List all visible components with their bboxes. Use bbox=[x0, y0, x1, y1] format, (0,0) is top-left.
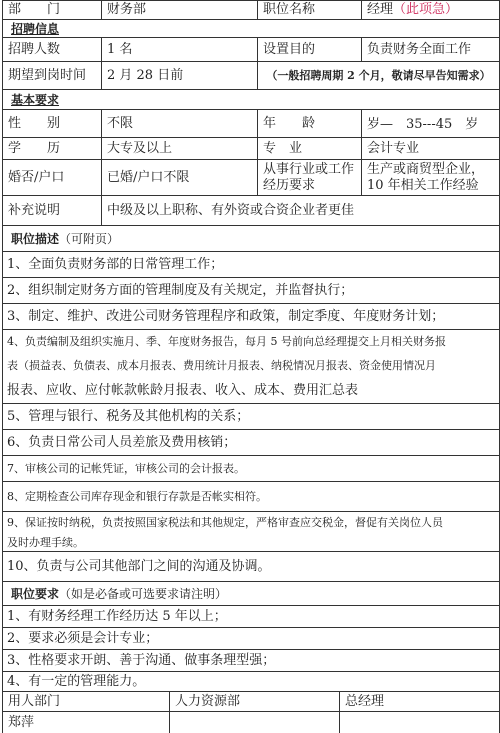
requirement-text: 4、有一定的管理能力。 bbox=[7, 673, 146, 689]
marital-row bbox=[3, 160, 499, 196]
duty-item bbox=[3, 304, 499, 330]
duty-text: 5、管理与银行、税务及其他机构的关系； bbox=[7, 408, 250, 424]
duty-text: 7、审核公司的记帐凭证，审核公司的会计报表。 bbox=[7, 461, 245, 475]
duty-item bbox=[3, 482, 499, 512]
duty-text: 1、全面负责财务部的日常管理工作； bbox=[7, 256, 224, 272]
recruit-section-title: 招聘信息 bbox=[11, 21, 60, 36]
duty-text: 4、负责编制及组织实施月、季、年度财务报告，每月 5 号前向总经理提交上月相关财务报 bbox=[7, 335, 446, 348]
education-label: 学 历 bbox=[8, 140, 61, 156]
duties-section-title: 职位描述 （可附页） bbox=[11, 231, 120, 246]
duty-item bbox=[3, 404, 499, 430]
age-value: 岁— 35---45 岁 bbox=[361, 110, 499, 137]
major-value: 会计专业 bbox=[361, 138, 499, 159]
duty-text: 3、制定、维护、改进公司财务管理程序和政策，制定季度、年度财务计划； bbox=[7, 308, 445, 324]
recruit-section-header bbox=[3, 20, 499, 38]
dept-label: 部 门 bbox=[8, 2, 61, 17]
marital-label: 婚否/户口 bbox=[8, 169, 65, 185]
duty-item bbox=[3, 330, 499, 354]
duty-text: 2、组织制定财务方面的管理制度及有关规定，并监督执行； bbox=[7, 282, 354, 298]
duty-text: 10、负责与公司其他部门之间的沟通及协调。 bbox=[7, 558, 271, 574]
basic-section-title: 基本要求 bbox=[11, 92, 60, 107]
major-label: 专 业 bbox=[257, 138, 361, 159]
title-label: 职位名称 bbox=[257, 1, 361, 19]
user-dept-label: 用人部门 bbox=[8, 693, 61, 709]
date-value: 2 月 28 日前 bbox=[101, 62, 257, 89]
duties-section-header bbox=[3, 226, 499, 252]
title-value-cell bbox=[361, 1, 499, 19]
duty-text: 报表、应收、应付帐款帐龄月报表、收入、成本、费用汇总表 bbox=[7, 382, 359, 398]
duties-section-note: （可附页） bbox=[59, 231, 120, 246]
gender-value: 不限 bbox=[101, 110, 257, 137]
requirement-text: 1、有财务经理工作经历达 5 年以上； bbox=[7, 608, 227, 624]
age-label: 年 龄 bbox=[257, 110, 361, 137]
title-urgent-note: （此项急） bbox=[393, 2, 459, 17]
duty-item bbox=[3, 252, 499, 278]
signature-header-row bbox=[3, 692, 499, 712]
date-note: （一般招聘周期 2 个月，敬请尽早告知需求） bbox=[257, 62, 499, 89]
gm-label: 总经理 bbox=[339, 692, 499, 711]
recruit-date-row bbox=[3, 62, 499, 90]
duty-text: 6、负责日常公司人员差旅及费用核销； bbox=[7, 434, 237, 450]
duty-item bbox=[3, 354, 499, 378]
marital-value: 已婚/户口不限 bbox=[101, 160, 257, 195]
gender-age-row bbox=[3, 110, 499, 138]
basic-section-header bbox=[3, 90, 499, 110]
requirement-item bbox=[3, 628, 499, 650]
gm-signature-field[interactable] bbox=[339, 712, 499, 733]
requirements-section-title: 职位要求 （如是必备或可选要求请注明） bbox=[11, 586, 228, 601]
recruit-count-row bbox=[3, 38, 499, 62]
count-label: 招聘人数 bbox=[8, 41, 61, 57]
duty-item bbox=[3, 534, 499, 552]
requirement-item bbox=[3, 606, 499, 628]
user-dept-signer: 郑萍 bbox=[8, 714, 35, 730]
date-label: 期望到岗时间 bbox=[8, 67, 87, 83]
purpose-value: 负责财务全面工作 bbox=[361, 38, 499, 61]
experience-label: 从事行业或工作经历要求 bbox=[257, 160, 361, 195]
duty-item bbox=[3, 456, 499, 482]
duty-text: 8、定期检查公司库存现金和银行存款是否帐实相符。 bbox=[7, 489, 267, 503]
education-row bbox=[3, 138, 499, 160]
requirement-item bbox=[3, 672, 499, 692]
duty-item bbox=[3, 552, 499, 582]
requirement-text: 2、要求必须是会计专业； bbox=[7, 630, 159, 646]
dept-value: 财务部 bbox=[101, 1, 257, 19]
requirement-text: 3、性格要求开朗、善于沟通、做事条理型强； bbox=[7, 652, 276, 668]
gender-label: 性 别 bbox=[8, 115, 61, 131]
signature-value-row bbox=[3, 712, 499, 733]
hr-signature-field[interactable] bbox=[169, 712, 339, 733]
job-requisition-form bbox=[2, 0, 500, 733]
extra-value: 中级及以上职称、有外资或合资企业者更佳 bbox=[101, 196, 499, 225]
duty-item bbox=[3, 430, 499, 456]
title-value: 经理 bbox=[367, 2, 394, 17]
extra-label: 补充说明 bbox=[8, 202, 61, 218]
hr-label: 人力资源部 bbox=[169, 692, 339, 711]
duty-text: 表（损益表、负债表、成本月报表、费用统计月报表、纳税情况月报表、资金使用情况月 bbox=[7, 359, 436, 372]
experience-value: 生产或商贸型企业，10 年相关工作经验 bbox=[361, 160, 499, 195]
purpose-label: 设置目的 bbox=[257, 38, 361, 61]
duty-text: 9、保证按时纳税，负责按照国家税法和其他规定，严格审查应交税金，督促有关岗位人员 bbox=[7, 516, 443, 529]
duty-item bbox=[3, 512, 499, 534]
header-row bbox=[3, 0, 499, 20]
requirement-item bbox=[3, 650, 499, 672]
requirements-section-note: （如是必备或可选要求请注明） bbox=[59, 586, 228, 601]
requirements-section-header bbox=[3, 582, 499, 606]
education-value: 大专及以上 bbox=[101, 138, 257, 159]
duty-item bbox=[3, 378, 499, 404]
count-value: 1 名 bbox=[101, 38, 257, 61]
extra-row bbox=[3, 196, 499, 226]
duty-text: 及时办理手续。 bbox=[7, 536, 84, 549]
duty-item bbox=[3, 278, 499, 304]
